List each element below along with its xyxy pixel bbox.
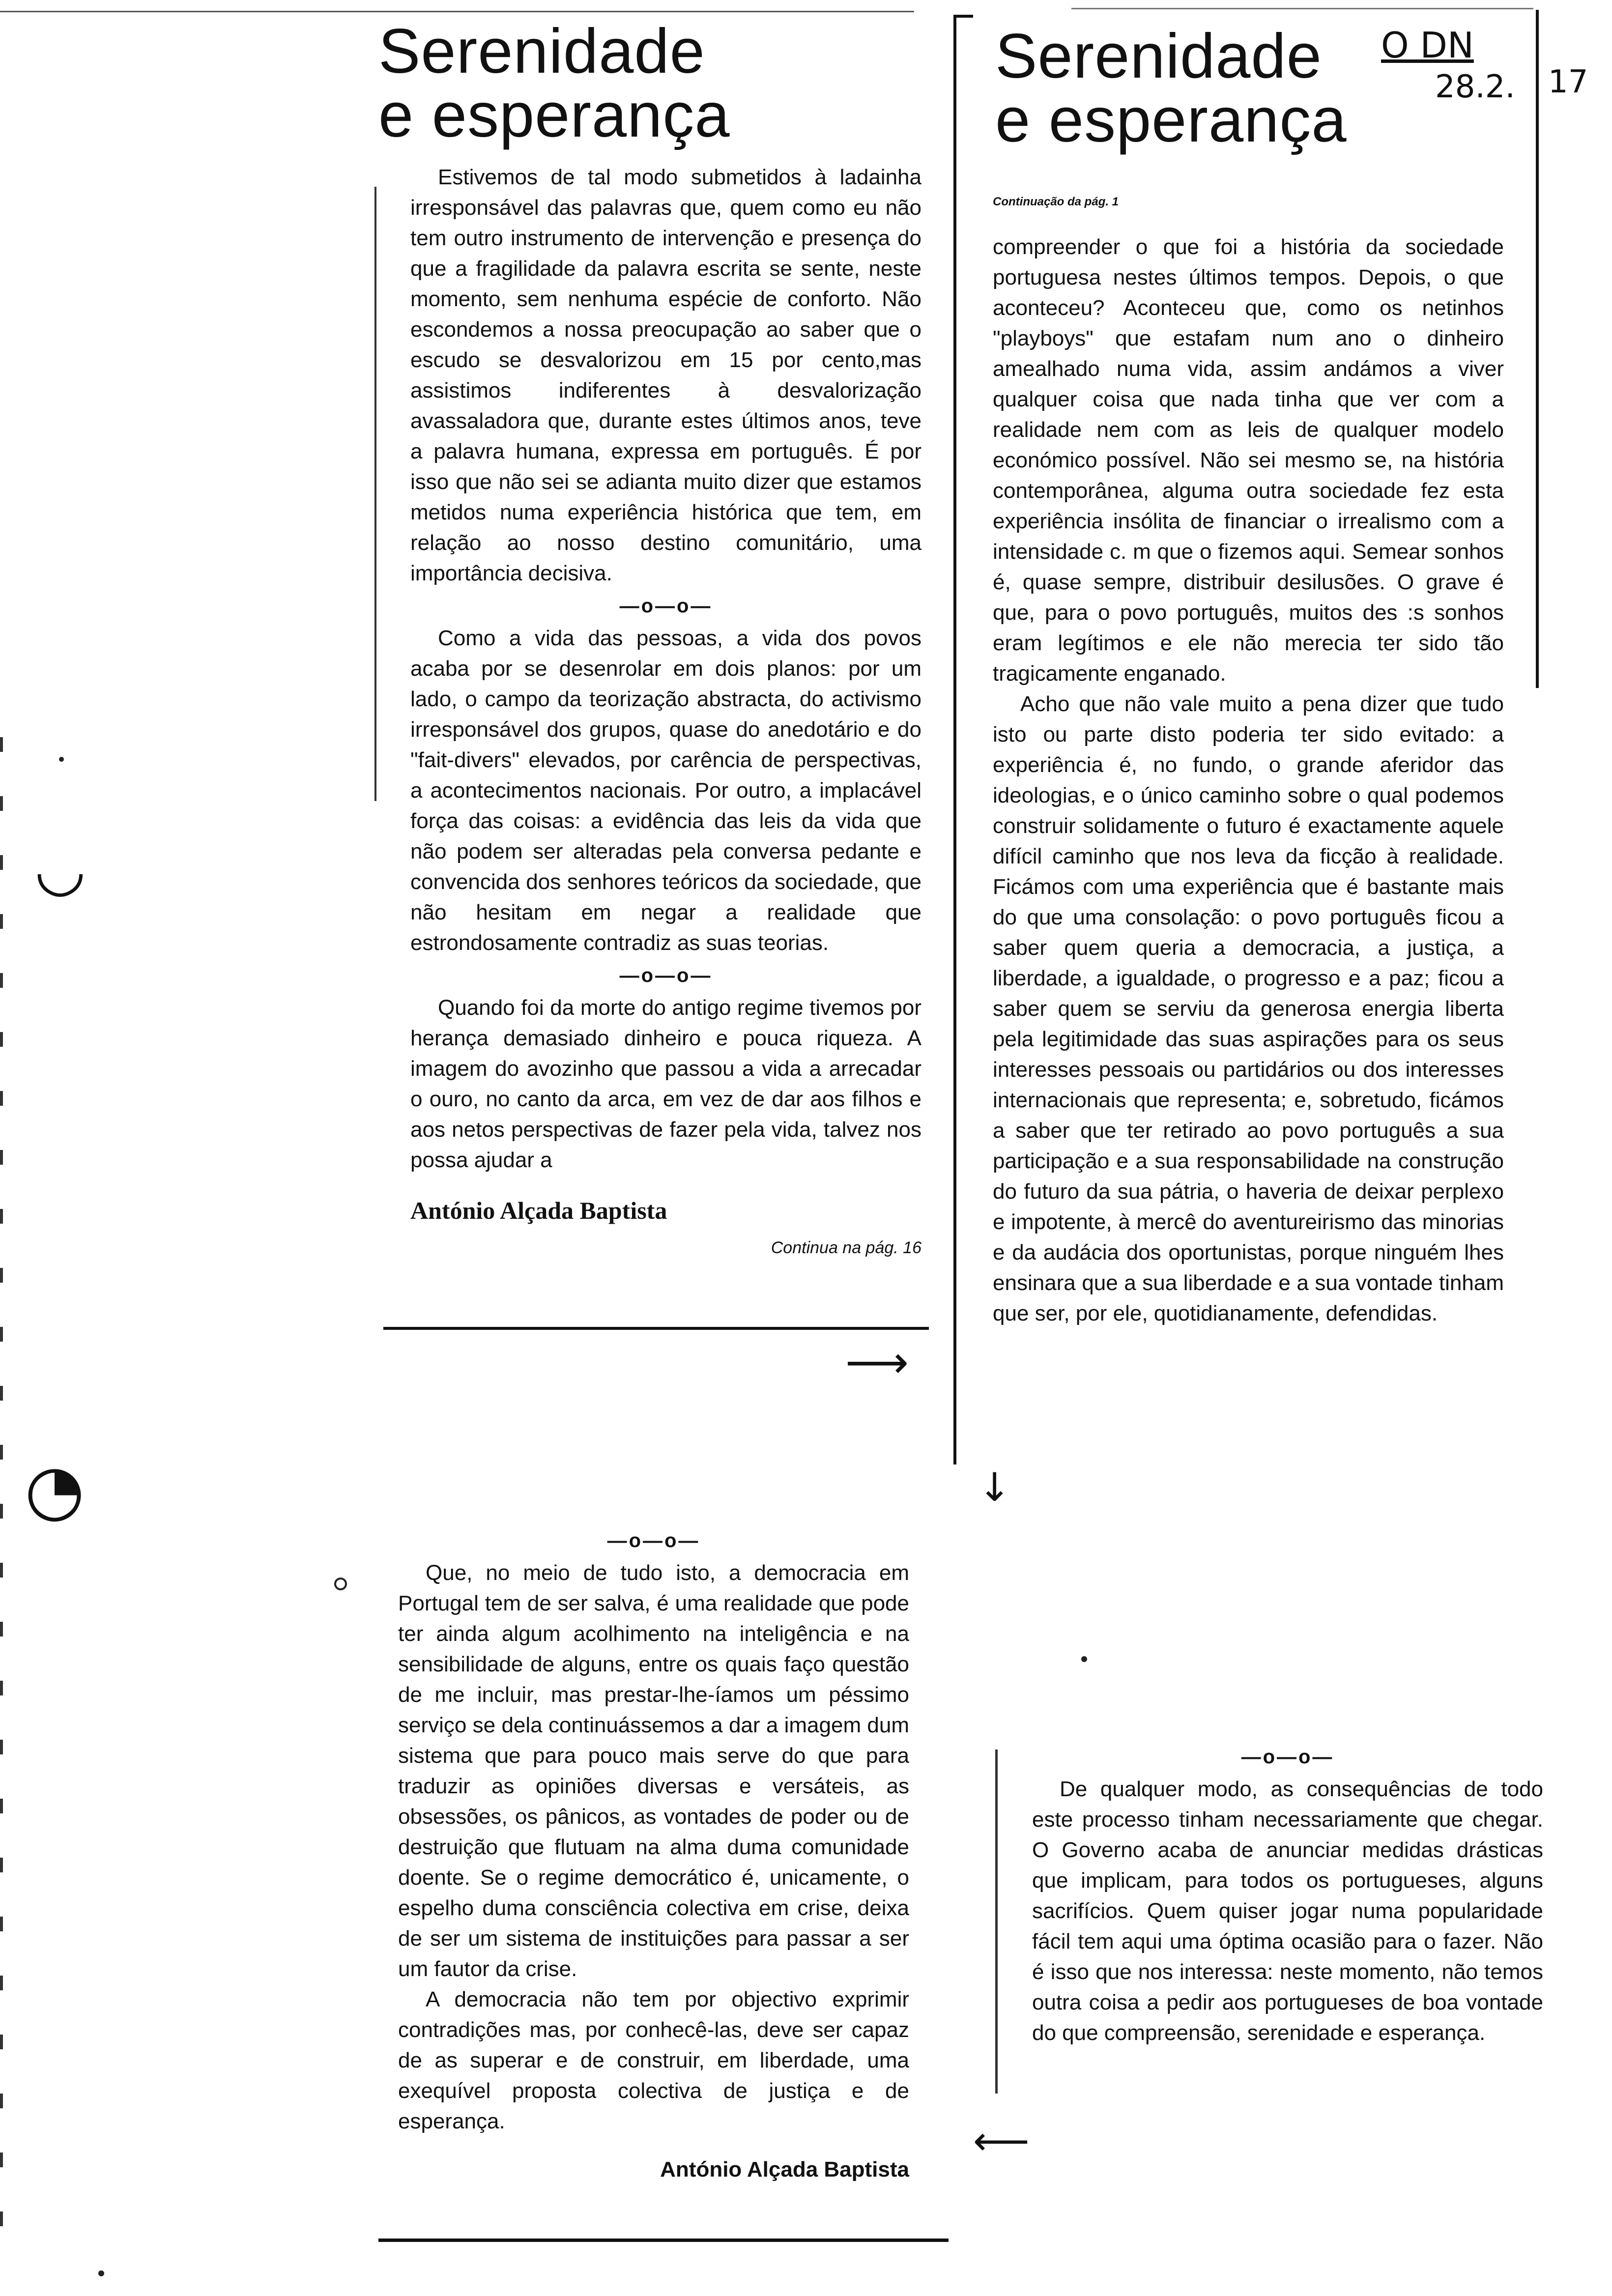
right-paragraph-1: compreender o que foi a história da sociedade portuguesa nestes últimos tempos. Depois, o que aconteceu? Aconteceu que, como os netinhos "playboys" que estafam num ano o dinheiro amealhado numa vida, assim andámos a viver qualquer coisa que nada tinha que ver com a realidade nem com as leis de qualquer modelo económico possível. Não sei mesmo se, na história contemporânea, alguma outra sociedade fez esta experiência insólita de financiar o irrealismo com a intensidade c. m que o fizemos aqui. Semear sonhos é, quase sempre, distribuir desilusões. O grave é que, para o povo português, muitos des :s sonhos eram legítimos e ele não merecia ter sido tão tragicamente enganado. — [993, 235, 1504, 686]
right-continuation-label: Continuação da pág. 1 — [993, 195, 1119, 208]
speck — [334, 1578, 347, 1590]
arrow-left-icon: ⟵ — [973, 2118, 1030, 2164]
left-title-line1: Serenidade — [378, 16, 705, 86]
punch-hole-mark-2: ◔ — [25, 1450, 85, 1530]
speck — [59, 757, 64, 762]
speck — [1081, 1656, 1087, 1662]
right-article-title — [995, 21, 1438, 155]
left-paragraph-3: Quando foi da morte do antigo regime tivemos por herança demasiado dinheiro e pouca riqueza. A imagem do avozinho que passou a vida a arrecadar o ouro, no canto da arca, em vez de dar aos filhos e aos netos perspectivas de fazer pela vida, talvez nos possa ajudar a — [410, 996, 921, 1172]
left-title-line2: e esperança — [378, 80, 730, 150]
arrow-down-icon: ↓ — [978, 1464, 1011, 1510]
bottom-left-separator: —o—o— — [607, 1530, 700, 1551]
bottom-right-body — [1032, 1740, 1543, 2048]
bottom-left-rule — [378, 2239, 949, 2242]
left-article-title — [378, 16, 924, 150]
left-article — [378, 16, 924, 150]
right-article — [995, 21, 1438, 155]
speck — [98, 2270, 104, 2276]
top-edge-line-right — [1071, 8, 1533, 9]
left-paragraph-1: Estivemos de tal modo submetidos à ladainha irresponsável das palavras que, quem como eu não tem outro instrumento de intervenção e presença do que a fragilidade da palavra escrita se sente, neste momento, sem nenhuma espécie de conforto. Não escondemos a nossa preocupação ao saber que o escudo se desvalorizou em 15 por cento,mas assistimos indiferentes à desvalorização avassaladora que, durante estes últimos anos, teve a palavra humana, expressa em português. É por isso que não sei se adianta muito dizer que estamos metidos numa experiência histórica que tem, em relação ao nosso destino comunitário, uma importância decisiva. — [410, 165, 921, 585]
left-continues-label: Continua na pág. 16 — [771, 1238, 921, 1257]
bottom-left-paragraph-2: A democracia não tem por objectivo exprimir contradições mas, por conhecê-las, deve ser capaz de as superar e de construir, em liberdade, uma exequível proposta colectiva de justiça e de esperança. — [398, 1987, 909, 2133]
bottom-right-bracket — [995, 1750, 998, 2094]
bottom-right-separator: —o—o— — [1241, 1746, 1334, 1768]
left-margin-bracket — [374, 187, 376, 801]
handwritten-note-top: O DN — [1381, 25, 1474, 66]
right-edge-line — [1536, 10, 1539, 688]
left-edge-ticks — [0, 737, 3, 2261]
handwritten-date: 28.2. — [1435, 69, 1515, 105]
left-article-rule — [383, 1327, 929, 1330]
left-paragraph-2: Como a vida das pessoas, a vida dos povos acaba por se desenrolar em dois planos: por um lado, o campo da teorização abstracta, do activismo irresponsável dos grupos, quase do anedotário e do "fait-divers" elevados, por carência de perspectivas, a acontecimentos nacionais. Por outro, a implacável força das coisas: a evidência das leis da vida que não podem ser alteradas pela conversa pedante e convencida dos senhores teóricos da sociedade, que não hesitam em negar a realidade que estrondosamente contradiz as suas teorias. — [410, 626, 921, 955]
left-separator-2: —o—o— — [619, 965, 713, 986]
right-paragraph-2: Acho que não vale muito a pena dizer que tudo isto ou parte disto poderia ter sido evitado: a experiência é, no fundo, o grande aferidor das ideologias, e o único caminho sobre o qual podemos construir solidamente o futuro é exactamente aquele difícil caminho que nos leva da ficção à realidade. Ficámos com uma experiência que é bastante mais do que uma consolação: o povo português ficou a saber quem queria a democracia, a justiça, a liberdade, a igualdade, o progresso e a paz; ficou a saber quem se serviu da generosa energia liberta pela legitimidade das suas aspirações para os seus interesses pessoais ou partidários ou dos interesses internacionais que representa; e, sobretudo, ficámos a saber que ter retirado ao povo português a sua participação e a sua responsabilidade na construção do futuro da sua pátria, o haveria de deixar perplexo e impotente, à mercê do aventureirismo das minorias e da audácia dos oportunistas, porque ninguém lhes ensinara que a sua liberdade e a sua vontade tinham que ser, por ele, quotidianamente, defendidas. — [993, 692, 1504, 1325]
left-article-body — [410, 162, 921, 1263]
left-author: António Alçada Baptista — [410, 1197, 667, 1224]
handwritten-page-mark: 17 — [1548, 64, 1588, 100]
bottom-right-paragraph-1: De qualquer modo, as consequências de todo este processo tinham necessariamente que chegar. O Governo acaba de anunciar medidas drásticas que implicam, para todos os portugueses, alguns sacrifícios. Quem quiser jogar numa popularidade fácil tem aqui uma óptima ocasião para o fazer. Não é isso que nos interessa: neste momento, não temos outra coisa a pedir aos portugueses de boa vontade do que compreensão, serenidade e esperança. — [1032, 1777, 1543, 2045]
punch-hole-mark-1: ◡ — [34, 835, 86, 904]
top-edge-line — [0, 11, 914, 12]
right-title-line1: Serenidade — [995, 21, 1322, 91]
bottom-left-author: António Alçada Baptista — [660, 2157, 909, 2181]
right-title-line2: e esperança — [995, 85, 1347, 155]
arrow-right-icon: ⟶ — [845, 1337, 909, 1388]
center-divider — [953, 15, 956, 1464]
center-divider-top — [953, 15, 973, 18]
bottom-left-paragraph-1: Que, no meio de tudo isto, a democracia em Portugal tem de ser salva, é uma realidade que pode ter ainda algum acolhimento na inteligência e na sensibilidade de alguns, entre os quais faço questão de me incluir, mas prestar-lhe-íamos um péssimo serviço se dela continuássemos a dar a imagem dum sistema que para pouco mais serve do que para traduzir as opiniões diversas e versáteis, as obsessões, os pânicos, as vontades de poder ou de destruição que flutuam na alma duma comunidade doente. Se o regime democrático é, unicamente, o espelho duma consciência colectiva em crise, deixa de ser um sistema de instituições para passar a ser um fautor da crise. — [398, 1561, 909, 1981]
right-article-body — [993, 187, 1504, 1329]
left-separator-1: —o—o— — [619, 595, 713, 617]
bottom-left-body — [398, 1523, 909, 2185]
